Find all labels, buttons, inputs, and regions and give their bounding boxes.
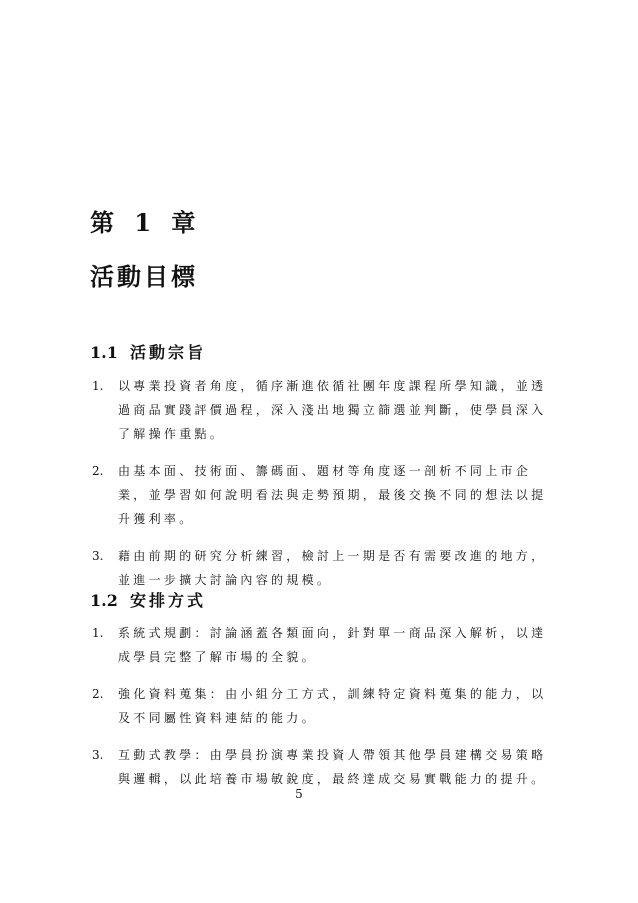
item-text-line: 升獲利率。 xyxy=(118,512,195,526)
section-number: 1.1 xyxy=(90,343,118,362)
item-number: 1. xyxy=(92,379,104,393)
item-text-line: 互動式教學：由學員扮演專業投資人帶領其他學員建構交易策略 xyxy=(118,748,547,762)
item-text-line: 以專業投資者角度，循序漸進依循社團年度課程所學知識，並透 xyxy=(118,379,547,393)
arrangement-list xyxy=(90,621,547,791)
item-text-line: 了解操作重點。 xyxy=(118,427,226,441)
item-text-line: 並進一步擴大討論內容的規模。 xyxy=(118,573,333,587)
section-heading xyxy=(90,342,510,364)
item-text-line: 業，並學習如何說明看法與走勢預期，最後交換不同的想法以提 xyxy=(118,488,547,502)
item-number: 1. xyxy=(92,626,104,640)
item-number: 3. xyxy=(92,549,104,563)
section-1-2 xyxy=(90,590,547,791)
section-title: 活動宗旨 xyxy=(130,343,207,362)
item-text-line: 與邏輯，以此培養市場敏銳度，最終達成交易實戰能力的提升。 xyxy=(118,772,547,786)
list-item xyxy=(90,621,547,669)
item-text-line: 強化資料蒐集：由小組分工方式，訓練特定資料蒐集的能力，以 xyxy=(118,687,547,701)
item-text-line: 及不同屬性資料連結的能力。 xyxy=(118,711,317,725)
section-title: 安排方式 xyxy=(130,591,207,610)
purpose-list xyxy=(90,374,547,592)
section-heading xyxy=(90,590,510,612)
list-item xyxy=(90,743,547,791)
page-number: 5 xyxy=(295,787,303,801)
list-item xyxy=(90,682,547,730)
list-item xyxy=(90,544,547,592)
item-number: 2. xyxy=(92,464,104,478)
list-item xyxy=(90,459,547,531)
item-text-line: 系統式規劃：討論涵蓋各類面向，針對單一商品深入解析，以達 xyxy=(118,626,547,640)
list-item xyxy=(90,374,547,446)
item-number: 3. xyxy=(92,748,104,762)
item-text-line: 藉由前期的研究分析練習，檢討上一期是否有需要改進的地方， xyxy=(118,549,547,563)
section-number: 1.2 xyxy=(90,591,118,610)
item-text-line: 過商品實踐評價過程，深入淺出地獨立篩選並判斷，使學員深入 xyxy=(118,403,547,417)
item-text-line: 成學員完整了解市場的全貌。 xyxy=(118,650,317,664)
chapter-title: 活動目標 xyxy=(90,262,198,291)
item-number: 2. xyxy=(92,687,104,701)
chapter-label: 第 1 章 xyxy=(90,208,202,237)
item-text-line: 由基本面、技術面、籌碼面、題材等角度逐一剖析不同上市企 xyxy=(118,464,532,478)
section-1-1 xyxy=(90,342,547,592)
